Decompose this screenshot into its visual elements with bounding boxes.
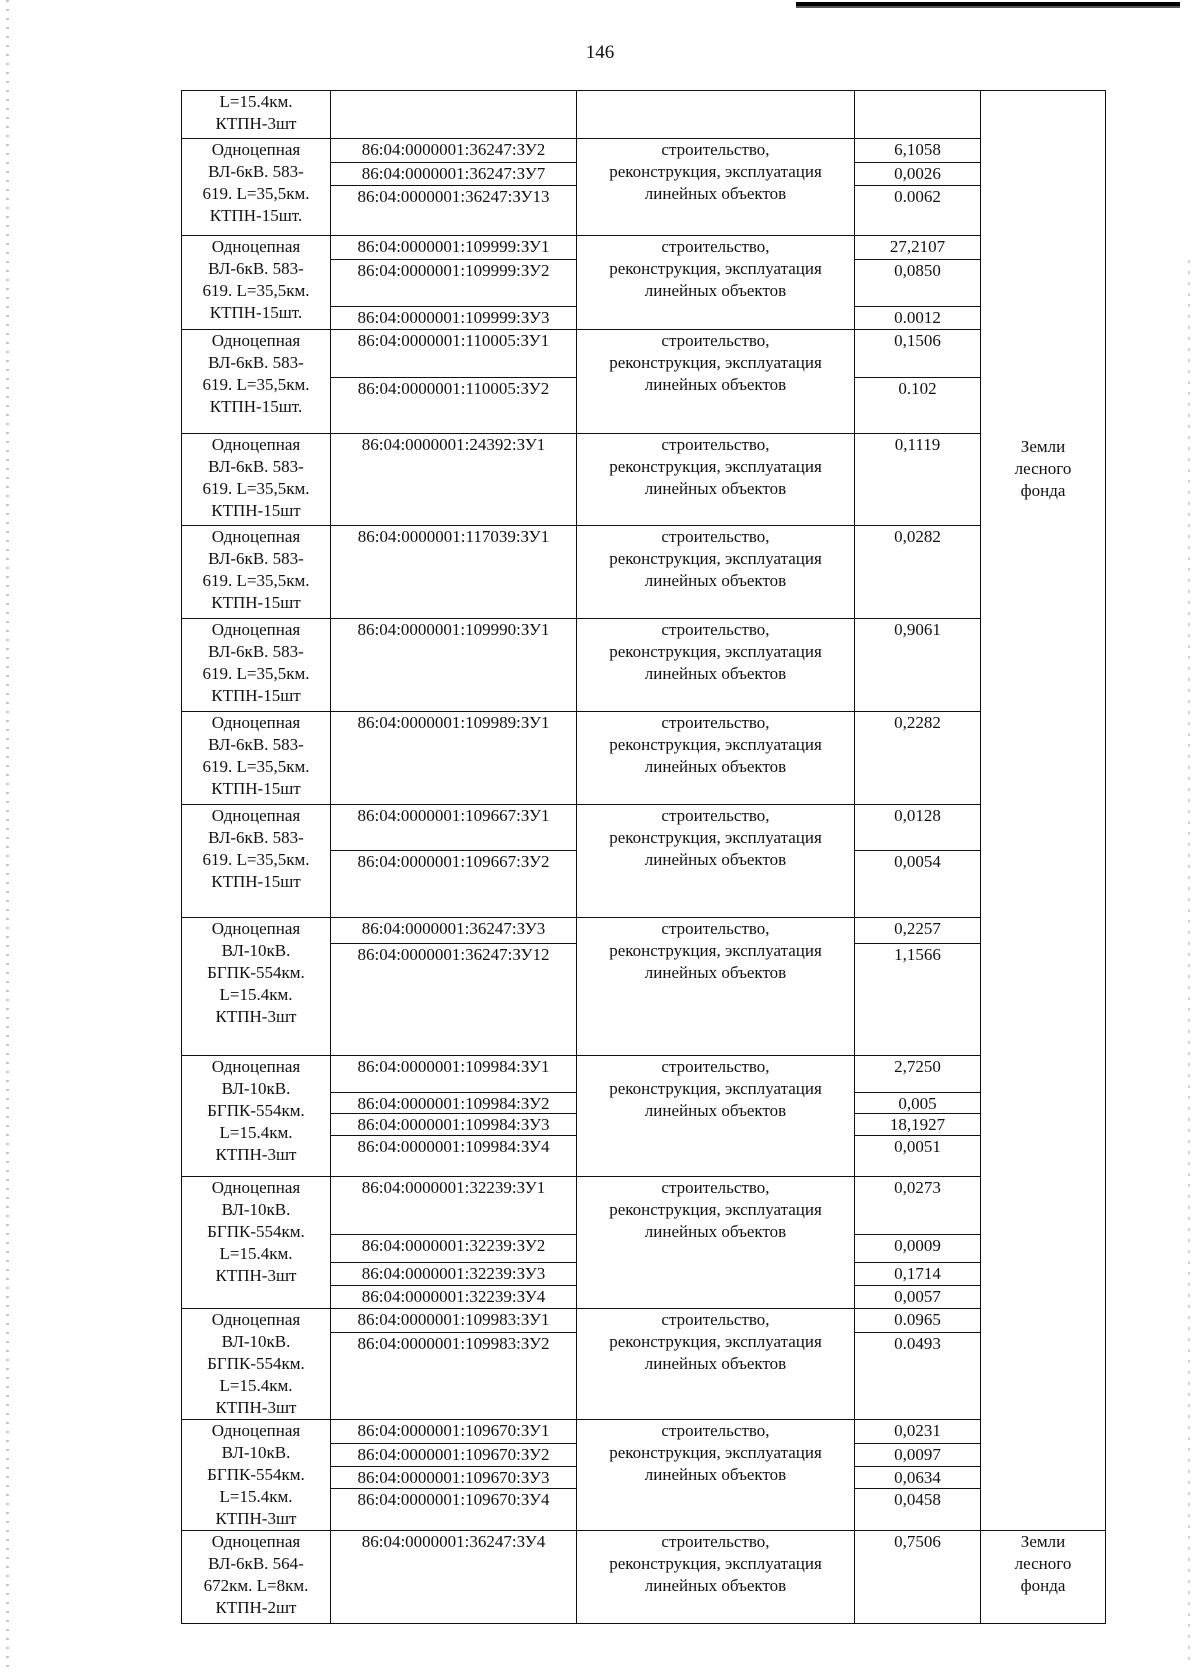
permitted-use-text: линейных объектов	[644, 375, 787, 394]
area-list	[855, 619, 980, 711]
line-description-cell	[182, 1056, 331, 1177]
land-category-cell	[981, 91, 1106, 1531]
area-cell	[855, 1420, 981, 1531]
line-description-text: Одноцепная	[211, 1178, 301, 1197]
permitted-use-text: строительство,	[661, 140, 770, 159]
permitted-use-text: строительство,	[661, 1310, 770, 1329]
line-description-text: Одноцепная	[211, 713, 301, 732]
cadastral-number: 86:04:0000001:110005:ЗУ1	[331, 330, 576, 378]
permitted-use-text: реконструкция, эксплуатация	[609, 162, 822, 181]
area-value: 0,0458	[894, 1489, 941, 1509]
permitted-use-text: линейных объектов	[644, 1465, 787, 1484]
line-description-text: ВЛ-6кВ. 583-	[208, 642, 304, 661]
line-description-text: Одноцепная	[211, 620, 301, 639]
line-description-text: L=15.4км.	[219, 1244, 293, 1263]
cadastral-number: 86:04:0000001:32239:ЗУ2	[331, 1235, 576, 1264]
line-description-text: КТПН-3шт	[215, 1145, 297, 1164]
table-row	[182, 139, 1106, 236]
line-description-text: 619. L=35,5км.	[202, 479, 310, 498]
cadastral-number-list	[331, 619, 576, 711]
permitted-use-text: строительство,	[661, 331, 770, 350]
area-value: 2,7250	[855, 1056, 980, 1093]
table-row	[182, 1056, 1106, 1177]
area-value: 0,0026	[855, 163, 980, 187]
area-value: 0,2282	[894, 713, 941, 732]
line-description-text: ВЛ-6кВ. 564-	[208, 1554, 304, 1573]
cadastral-number: 86:04:0000001:109667:ЗУ1	[331, 805, 576, 851]
cadastral-number-list	[331, 712, 576, 804]
cadastral-number: 86:04:0000001:109999:ЗУ3	[357, 308, 550, 327]
land-category-text: лесного	[1014, 459, 1072, 478]
scan-edge-noise-left	[6, 0, 9, 1674]
area-value: 0,0051	[894, 1136, 941, 1156]
table-row	[182, 434, 1106, 526]
permitted-use-cell	[577, 1177, 855, 1309]
line-description-text: ВЛ-6кВ. 583-	[208, 549, 304, 568]
permitted-use-text: линейных объектов	[644, 184, 787, 203]
land-category-cell	[981, 1531, 1106, 1624]
line-description-cell	[182, 1420, 331, 1531]
line-description-text: КТПН-15шт.	[209, 397, 303, 416]
line-description-text: КТПН-15шт.	[209, 303, 303, 322]
table-row	[182, 330, 1106, 434]
permitted-use-text: строительство,	[661, 620, 770, 639]
area-cell	[855, 712, 981, 805]
line-description-text: 619. L=35,5км.	[202, 757, 310, 776]
permitted-use-cell	[577, 139, 855, 236]
line-description-text: КТПН-3шт	[215, 114, 297, 133]
cadastral-number-list	[331, 236, 576, 328]
area-value: 0,0634	[855, 1467, 980, 1489]
cadastral-number-list	[331, 918, 576, 1054]
area-list	[855, 918, 980, 1054]
permitted-use-text: линейных объектов	[644, 1576, 787, 1595]
cadastral-number-cell	[331, 526, 577, 619]
line-description-text: ВЛ-10кВ.	[221, 1332, 291, 1351]
cadastral-number-cell	[331, 1309, 577, 1420]
cadastral-number: 86:04:0000001:109999:ЗУ2	[331, 260, 576, 308]
cadastral-number-cell	[331, 139, 577, 236]
line-description-text: КТПН-3шт	[215, 1398, 297, 1417]
permitted-use-text: линейных объектов	[644, 664, 787, 683]
area-value: 0,0273	[855, 1177, 980, 1235]
area-list	[855, 1531, 980, 1623]
table-row	[182, 1531, 1106, 1624]
area-cell	[855, 434, 981, 526]
line-description-text: L=15.4км.	[219, 1376, 293, 1395]
cadastral-number-cell	[331, 619, 577, 712]
line-description-text: 619. L=35,5км.	[202, 571, 310, 590]
cadastral-number-cell	[331, 434, 577, 526]
permitted-use-text: строительство,	[661, 435, 770, 454]
permitted-use-cell	[577, 1531, 855, 1624]
land-category-text: фонда	[1020, 481, 1066, 500]
permitted-use-text: строительство,	[661, 1532, 770, 1551]
line-description-text: Одноцепная	[211, 331, 301, 350]
line-description-text: L=15.4км.	[219, 92, 293, 111]
cadastral-number-cell	[331, 330, 577, 434]
line-description-text: КТПН-3шт	[215, 1266, 297, 1285]
cadastral-number: 86:04:0000001:32239:ЗУ1	[331, 1177, 576, 1235]
line-description-text: ВЛ-6кВ. 583-	[208, 457, 304, 476]
line-description-text: L=15.4км.	[219, 1123, 293, 1142]
area-value: 6,1058	[855, 139, 980, 163]
area-value: 0.0062	[894, 187, 941, 206]
line-description-text: КТПН-3шт	[215, 1509, 297, 1528]
line-description-cell	[182, 330, 331, 434]
line-description-cell	[182, 434, 331, 526]
permitted-use-text: линейных объектов	[644, 1354, 787, 1373]
table-row	[182, 1309, 1106, 1420]
line-description-text: КТПН-15шт.	[209, 206, 303, 225]
permitted-use-cell	[577, 918, 855, 1056]
permitted-use-text: строительство,	[661, 237, 770, 256]
permitted-use-text: реконструкция, эксплуатация	[609, 1443, 822, 1462]
cadastral-number: 86:04:0000001:109670:ЗУ3	[331, 1467, 576, 1489]
permitted-use-text: линейных объектов	[644, 850, 787, 869]
cadastral-number-cell	[331, 1531, 577, 1624]
line-description-text: 672км. L=8км.	[203, 1576, 309, 1595]
permitted-use-cell	[577, 1309, 855, 1420]
area-cell	[855, 330, 981, 434]
area-value: 0,0128	[855, 805, 980, 851]
line-description-text: Одноцепная	[211, 527, 301, 546]
land-category-text: лесного	[1014, 1554, 1072, 1573]
cadastral-number-list	[331, 1177, 576, 1306]
area-value: 0,0097	[855, 1444, 980, 1468]
cadastral-number: 86:04:0000001:109984:ЗУ1	[331, 1056, 576, 1093]
line-description-text: L=15.4км.	[219, 1487, 293, 1506]
line-description-text: 619. L=35,5км.	[202, 184, 310, 203]
area-value: 0,9061	[894, 620, 941, 639]
area-list	[855, 434, 980, 525]
cadastral-number-list	[331, 434, 576, 525]
line-description-text: 619. L=35,5км.	[202, 375, 310, 394]
permitted-use-text: реконструкция, эксплуатация	[609, 828, 822, 847]
permitted-use-text: линейных объектов	[644, 479, 787, 498]
cadastral-number: 86:04:0000001:24392:ЗУ1	[361, 435, 546, 454]
area-value: 0,0009	[855, 1235, 980, 1264]
permitted-use-text: строительство,	[661, 713, 770, 732]
line-description-text: Одноцепная	[211, 1532, 301, 1551]
cadastral-number: 86:04:0000001:109999:ЗУ1	[331, 236, 576, 260]
cadastral-number: 86:04:0000001:109670:ЗУ2	[331, 1444, 576, 1468]
permitted-use-text: строительство,	[661, 527, 770, 546]
land-category-text: Земли	[1020, 437, 1066, 456]
area-list	[855, 330, 980, 432]
permitted-use-text: реконструкция, эксплуатация	[609, 735, 822, 754]
area-cell	[855, 1177, 981, 1309]
permitted-use-text: линейных объектов	[644, 1222, 787, 1241]
cadastral-number: 86:04:0000001:36247:ЗУ7	[331, 163, 576, 187]
line-description-text: КТПН-2шт	[215, 1598, 297, 1617]
area-cell	[855, 526, 981, 619]
line-description-cell	[182, 1531, 331, 1624]
line-description-text: Одноцепная	[211, 140, 301, 159]
permitted-use-text: линейных объектов	[644, 1101, 787, 1120]
line-description-text: КТПН-15шт	[211, 501, 301, 520]
cadastral-number-cell	[331, 91, 577, 139]
area-list	[855, 805, 980, 916]
land-plots-table	[181, 90, 1106, 1624]
cadastral-number-list	[331, 1531, 576, 1623]
line-description-text: Одноцепная	[211, 237, 301, 256]
cadastral-number: 86:04:0000001:109984:ЗУ3	[331, 1114, 576, 1136]
line-description-text: ВЛ-6кВ. 583-	[208, 162, 304, 181]
area-value: 0.0012	[894, 308, 941, 327]
area-cell	[855, 236, 981, 330]
line-description-text: КТПН-15шт	[211, 872, 301, 891]
line-description-cell	[182, 526, 331, 619]
line-description-text: ВЛ-10кВ.	[221, 941, 291, 960]
cadastral-number-cell	[331, 1177, 577, 1309]
area-value: 0.0965	[855, 1309, 980, 1333]
line-description-text: ВЛ-6кВ. 583-	[208, 828, 304, 847]
table-row	[182, 91, 1106, 139]
permitted-use-text: реконструкция, эксплуатация	[609, 549, 822, 568]
area-value: 18,1927	[855, 1114, 980, 1136]
line-description-cell	[182, 91, 331, 139]
area-cell	[855, 619, 981, 712]
permitted-use-cell	[577, 434, 855, 526]
table-row	[182, 526, 1106, 619]
table-row	[182, 712, 1106, 805]
area-cell	[855, 91, 981, 139]
cadastral-number-cell	[331, 805, 577, 918]
cadastral-number-cell	[331, 918, 577, 1056]
permitted-use-text: строительство,	[661, 1178, 770, 1197]
line-description-text: ВЛ-6кВ. 583-	[208, 259, 304, 278]
cadastral-number: 86:04:0000001:109670:ЗУ1	[331, 1420, 576, 1444]
cadastral-number-list	[331, 139, 576, 234]
permitted-use-cell	[577, 330, 855, 434]
line-description-text: 619. L=35,5км.	[202, 664, 310, 683]
area-list	[855, 139, 980, 234]
permitted-use-text: реконструкция, эксплуатация	[609, 1554, 822, 1573]
line-description-text: БГПК-554км.	[207, 1465, 305, 1484]
area-value: 0.102	[898, 378, 937, 398]
permitted-use-text: линейных объектов	[644, 571, 787, 590]
line-description-cell	[182, 918, 331, 1056]
line-description-text: КТПН-15шт	[211, 686, 301, 705]
area-cell	[855, 1309, 981, 1420]
line-description-cell	[182, 236, 331, 330]
area-value: 0,0850	[855, 260, 980, 308]
cadastral-number: 86:04:0000001:109984:ЗУ4	[357, 1136, 550, 1156]
line-description-text: КТПН-15шт	[211, 593, 301, 612]
cadastral-number: 86:04:0000001:109983:ЗУ1	[331, 1309, 576, 1333]
permitted-use-text: реконструкция, эксплуатация	[609, 1332, 822, 1351]
cadastral-number: 86:04:0000001:109990:ЗУ1	[357, 620, 550, 639]
line-description-text: БГПК-554км.	[207, 1222, 305, 1241]
line-description-text: Одноцепная	[211, 1421, 301, 1440]
area-value: 0,1714	[855, 1263, 980, 1286]
line-description-text: ВЛ-6кВ. 583-	[208, 735, 304, 754]
cadastral-number: 86:04:0000001:36247:ЗУ3	[331, 918, 576, 944]
area-value: 0,1506	[855, 330, 980, 378]
cadastral-number: 86:04:0000001:109670:ЗУ4	[357, 1489, 550, 1509]
area-list	[855, 1056, 980, 1174]
cadastral-number-list	[331, 330, 576, 432]
area-value: 0,0282	[894, 527, 941, 546]
permitted-use-text: реконструкция, эксплуатация	[609, 457, 822, 476]
area-value: 0,0054	[894, 851, 941, 871]
cadastral-number: 86:04:0000001:117039:ЗУ1	[357, 527, 550, 546]
area-value: 0,0057	[894, 1286, 941, 1306]
scan-edge-noise-right	[1188, 260, 1190, 1660]
cadastral-number: 86:04:0000001:32239:ЗУ3	[331, 1263, 576, 1286]
line-description-text: Одноцепная	[211, 1310, 301, 1329]
permitted-use-text: линейных объектов	[644, 757, 787, 776]
line-description-text: Одноцепная	[211, 435, 301, 454]
area-cell	[855, 139, 981, 236]
area-cell	[855, 918, 981, 1056]
area-cell	[855, 1531, 981, 1624]
line-description-text: ВЛ-10кВ.	[221, 1443, 291, 1462]
table-body	[182, 91, 1106, 1624]
permitted-use-text: реконструкция, эксплуатация	[609, 1079, 822, 1098]
permitted-use-text: линейных объектов	[644, 281, 787, 300]
area-list	[855, 1309, 980, 1417]
area-value: 0,7506	[894, 1532, 941, 1551]
cadastral-number: 86:04:0000001:109983:ЗУ2	[357, 1333, 550, 1353]
permitted-use-text: строительство,	[661, 806, 770, 825]
area-value: 27,2107	[855, 236, 980, 260]
permitted-use-cell	[577, 619, 855, 712]
area-value: 0.0493	[894, 1333, 941, 1353]
cadastral-number: 86:04:0000001:36247:ЗУ4	[361, 1532, 546, 1551]
cadastral-number-list	[331, 526, 576, 618]
permitted-use-text: реконструкция, эксплуатация	[609, 642, 822, 661]
area-value: 1,1566	[894, 944, 941, 964]
cadastral-number: 86:04:0000001:36247:ЗУ12	[357, 944, 550, 964]
area-cell	[855, 805, 981, 918]
line-description-text: Одноцепная	[211, 919, 301, 938]
cadastral-number: 86:04:0000001:109989:ЗУ1	[357, 713, 550, 732]
line-description-text: БГПК-554км.	[207, 963, 305, 982]
area-list	[855, 526, 980, 618]
line-description-text: БГПК-554км.	[207, 1101, 305, 1120]
line-description-text: Одноцепная	[211, 1057, 301, 1076]
line-description-cell	[182, 619, 331, 712]
line-description-text: 619. L=35,5км.	[202, 281, 310, 300]
table-row	[182, 619, 1106, 712]
permitted-use-text: реконструкция, эксплуатация	[609, 1200, 822, 1219]
cadastral-number: 86:04:0000001:109984:ЗУ2	[331, 1093, 576, 1115]
area-value: 0,2257	[855, 918, 980, 944]
line-description-text: КТПН-15шт	[211, 779, 301, 798]
permitted-use-cell	[577, 526, 855, 619]
area-cell	[855, 1056, 981, 1177]
permitted-use-text: строительство,	[661, 1057, 770, 1076]
area-value: 0,1119	[894, 435, 941, 454]
line-description-cell	[182, 139, 331, 236]
top-rule-shadow	[796, 6, 1180, 8]
cadastral-number: 86:04:0000001:36247:ЗУ2	[331, 139, 576, 163]
cadastral-number: 86:04:0000001:109667:ЗУ2	[357, 851, 550, 871]
permitted-use-cell	[577, 1056, 855, 1177]
area-list	[855, 712, 980, 804]
line-description-text: БГПК-554км.	[207, 1354, 305, 1373]
land-category-text: Земли	[1020, 1532, 1066, 1551]
table-row	[182, 1177, 1106, 1309]
permitted-use-text: реконструкция, эксплуатация	[609, 941, 822, 960]
permitted-use-text: реконструкция, эксплуатация	[609, 259, 822, 278]
area-list	[855, 1420, 980, 1524]
table-row	[182, 918, 1106, 1056]
permitted-use-text: линейных объектов	[644, 963, 787, 982]
cadastral-number-list	[331, 805, 576, 916]
line-description-text: ВЛ-10кВ.	[221, 1200, 291, 1219]
cadastral-number-cell	[331, 236, 577, 330]
cadastral-number: 86:04:0000001:110005:ЗУ2	[357, 378, 550, 398]
table-row	[182, 236, 1106, 330]
cadastral-number-list	[331, 1420, 576, 1524]
permitted-use-text: строительство,	[661, 1421, 770, 1440]
area-list	[855, 236, 980, 328]
line-description-text: ВЛ-10кВ.	[221, 1079, 291, 1098]
cadastral-number: 86:04:0000001:32239:ЗУ4	[361, 1286, 546, 1306]
cadastral-number-cell	[331, 712, 577, 805]
line-description-cell	[182, 712, 331, 805]
line-description-text: КТПН-3шт	[215, 1007, 297, 1026]
permitted-use-cell	[577, 236, 855, 330]
table-row	[182, 1420, 1106, 1531]
permitted-use-cell	[577, 712, 855, 805]
page-number: 146	[585, 42, 615, 63]
cadastral-number: 86:04:0000001:36247:ЗУ13	[357, 187, 550, 206]
permitted-use-text: реконструкция, эксплуатация	[609, 353, 822, 372]
line-description-text: Одноцепная	[211, 806, 301, 825]
permitted-use-cell	[577, 805, 855, 918]
cadastral-number-cell	[331, 1420, 577, 1531]
cadastral-number-list	[331, 1309, 576, 1417]
cadastral-number-cell	[331, 1056, 577, 1177]
area-list	[855, 1177, 980, 1306]
permitted-use-text: строительство,	[661, 919, 770, 938]
line-description-text: ВЛ-6кВ. 583-	[208, 353, 304, 372]
line-description-text: 619. L=35,5км.	[202, 850, 310, 869]
line-description-text: L=15.4км.	[219, 985, 293, 1004]
line-description-cell	[182, 805, 331, 918]
line-description-cell	[182, 1309, 331, 1420]
area-value: 0,005	[855, 1093, 980, 1115]
cadastral-number-list	[331, 1056, 576, 1174]
permitted-use-cell	[577, 1420, 855, 1531]
line-description-cell	[182, 1177, 331, 1309]
area-value: 0,0231	[855, 1420, 980, 1444]
land-category-text: фонда	[1020, 1576, 1066, 1595]
permitted-use-cell	[577, 91, 855, 139]
table-row	[182, 805, 1106, 918]
